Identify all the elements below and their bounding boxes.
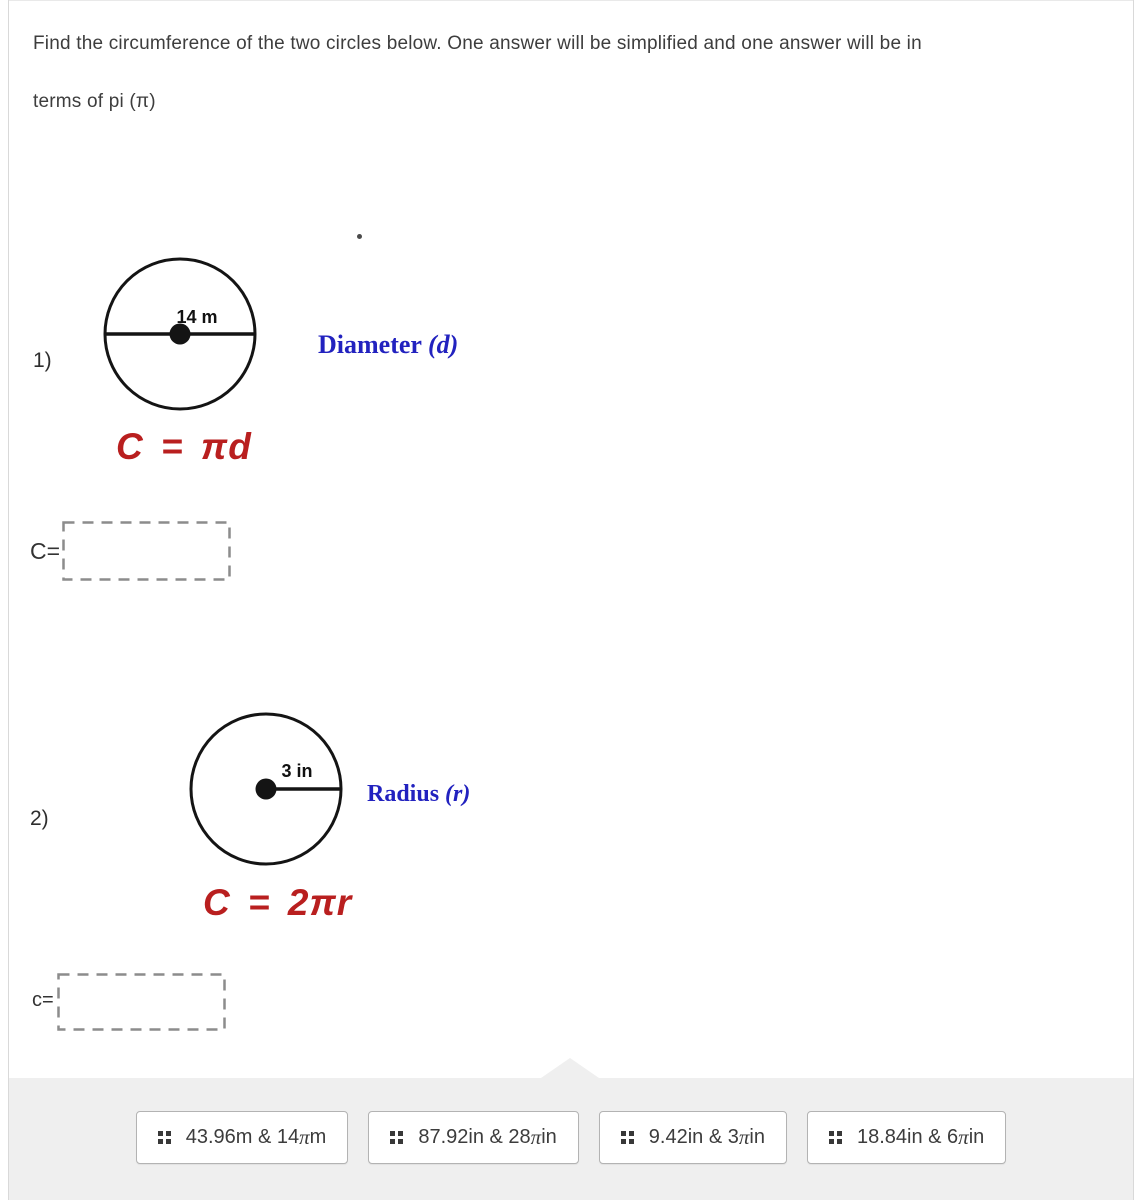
problem-2-number: 2) bbox=[30, 807, 49, 830]
drag-handle-dot bbox=[390, 1131, 395, 1136]
drag-handle-dot bbox=[166, 1131, 171, 1136]
answer-chip[interactable] bbox=[136, 1111, 349, 1164]
radius-label-word: Radius bbox=[367, 781, 446, 807]
drag-handle-dot bbox=[837, 1131, 842, 1136]
chip-label-pre: 43.96m & 14 bbox=[185, 1126, 300, 1148]
answer-bank-chips bbox=[9, 1078, 1133, 1200]
drag-handle-icon[interactable] bbox=[621, 1131, 634, 1144]
radius-measurement-label: 3 in bbox=[281, 761, 313, 781]
drag-handle-dot bbox=[390, 1139, 395, 1144]
diameter-label bbox=[318, 330, 458, 360]
drag-handle-dot bbox=[629, 1131, 634, 1136]
diameter-label-variable: (d) bbox=[427, 330, 459, 359]
panel-right-border bbox=[1133, 0, 1134, 1200]
formula-2-pi-r: C = 2πr bbox=[203, 882, 353, 923]
circle-diagram-diameter bbox=[101, 255, 259, 413]
chip-label-pre: 18.84in & 6 bbox=[856, 1126, 959, 1148]
chip-label-pi: π bbox=[738, 1125, 750, 1149]
drag-handle-dot bbox=[837, 1139, 842, 1144]
chip-label-pre: 87.92in & 28 bbox=[418, 1126, 531, 1148]
drag-handle-dot bbox=[829, 1139, 834, 1144]
answer-chip[interactable] bbox=[599, 1111, 787, 1164]
answer-bank-caret-icon bbox=[541, 1058, 599, 1078]
chip-label-pre: 9.42in & 3 bbox=[648, 1126, 739, 1148]
problem-1-number: 1) bbox=[33, 349, 52, 372]
stray-dot bbox=[357, 234, 362, 239]
chip-label-pi: π bbox=[299, 1125, 310, 1149]
drag-handle-dot bbox=[398, 1139, 403, 1144]
answer-1-prefix: C= bbox=[30, 538, 61, 564]
chip-label-post: in bbox=[968, 1126, 985, 1148]
panel-top-border bbox=[8, 0, 1134, 1]
drag-handle-dot bbox=[158, 1131, 163, 1136]
chip-label-post: m bbox=[309, 1126, 327, 1148]
chip-label-pi: π bbox=[958, 1125, 969, 1149]
drag-handle-dot bbox=[166, 1139, 171, 1144]
drag-handle-dot bbox=[398, 1131, 403, 1136]
question-text-line2: terms of pi (π) bbox=[33, 91, 156, 112]
drag-handle-icon[interactable] bbox=[390, 1131, 403, 1144]
question-text-line1: Find the circumference of the two circles below. One answer will be simplified and one answer will be in bbox=[33, 33, 922, 54]
chip-label-post: in bbox=[749, 1126, 765, 1148]
panel-left-border bbox=[8, 0, 9, 1200]
circle-diagram-radius bbox=[187, 710, 345, 868]
chip-label-pi: π bbox=[530, 1125, 542, 1149]
drag-handle-dot bbox=[158, 1139, 163, 1144]
drag-handle-dot bbox=[629, 1139, 634, 1144]
diameter-label-word: Diameter bbox=[318, 330, 428, 359]
formula-pi-d: C = πd bbox=[116, 426, 252, 467]
drag-handle-icon[interactable] bbox=[158, 1131, 171, 1144]
drag-handle-icon[interactable] bbox=[829, 1131, 842, 1144]
chip-label-post: in bbox=[541, 1126, 557, 1148]
radius-label-variable: (r) bbox=[445, 781, 471, 807]
drag-handle-dot bbox=[829, 1131, 834, 1136]
answer-chip[interactable] bbox=[807, 1111, 1006, 1164]
diameter-measurement-label: 14 m bbox=[176, 307, 218, 327]
answer-2-dropzone[interactable] bbox=[57, 973, 226, 1031]
drag-handle-dot bbox=[621, 1139, 626, 1144]
answer-chip[interactable] bbox=[368, 1111, 578, 1164]
answer-2-prefix: c= bbox=[32, 989, 54, 1011]
drag-handle-dot bbox=[621, 1131, 626, 1136]
radius-label bbox=[367, 781, 470, 808]
answer-1-dropzone[interactable] bbox=[62, 521, 231, 581]
